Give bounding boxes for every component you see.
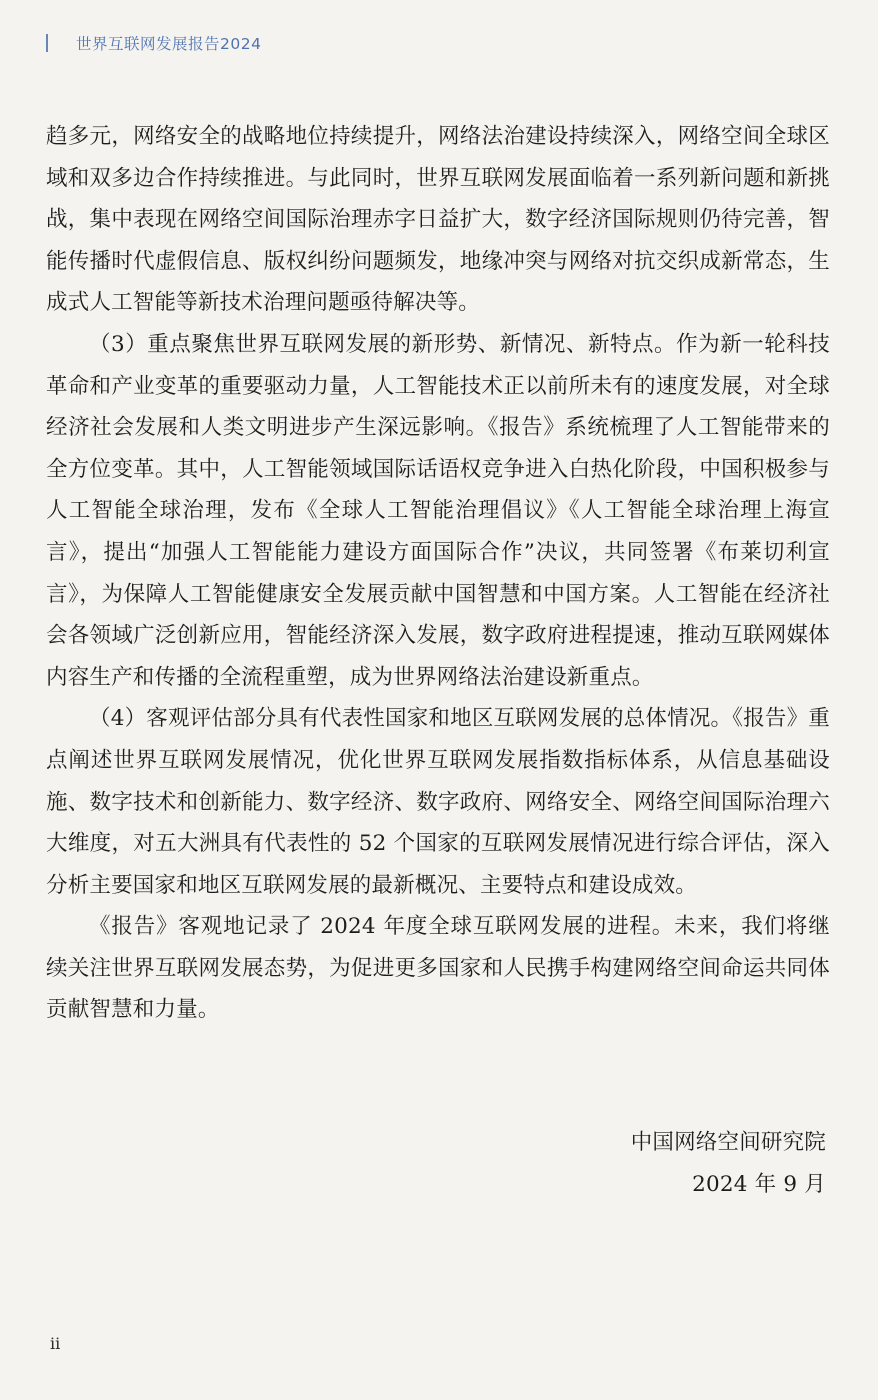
signature-date: 2024 年 9 月 [692,1172,826,1197]
page-number: ii [50,1334,61,1353]
body-text [46,116,830,1031]
paragraph-closing: 《报告》客观地记录了 2024 年度全球互联网发展的进程。未来，我们将继续关注世界互联网发展态势，为促进更多国家和人民携手构建网络空间命运共同体贡献智慧和力量。 [46,914,830,1023]
header-divider [46,34,48,52]
paragraph-point-4: （4）客观评估部分具有代表性国家和地区互联网发展的总体情况。《报告》重点阐述世界互联网发展情况，优化世界互联网发展指数指标体系，从信息基础设施、数字技术和创新能力、数字经济、数字政府、网络安全、网络空间国际治理六大维度，对五大洲具有代表性的 52 个国家的互联网发展情况进行综合评估，深入分析主要国家和地区互联网发展的最新概况、主要特点和建设成效。 [46,706,830,898]
signature-block [631,1122,826,1206]
header-title: 世界互联网发展报告2024 [76,35,262,53]
signature-organization: 中国网络空间研究院 [630,1130,826,1155]
running-header [46,30,261,56]
paragraph-continued: 趋多元，网络安全的战略地位持续提升，网络法治建设持续深入，网络空间全球区域和双多边合作持续推进。与此同时，世界互联网发展面临着一系列新问题和新挑战，集中表现在网络空间国际治理赤字日益扩大，数字经济国际规则仍待完善，智能传播时代虚假信息、版权纠纷问题频发，地缘冲突与网络对抗交织成新常态，生成式人工智能等新技术治理问题亟待解决等。 [46,124,830,316]
paragraph-point-3: （3）重点聚焦世界互联网发展的新形势、新情况、新特点。作为新一轮科技革命和产业变革的重要驱动力量，人工智能技术正以前所未有的速度发展，对全球经济社会发展和人类文明进步产生深远影响。《报告》系统梳理了人工智能带来的全方位变革。其中，人工智能领域国际话语权竞争进入白热化阶段，中国积极参与人工智能全球治理，发布《全球人工智能治理倡议》《人工智能全球治理上海宣言》，提出“加强人工智能能力建设方面国际合作”决议，共同签署《布莱切利宣言》，为保障人工智能健康安全发展贡献中国智慧和中国方案。人工智能在经济社会各领域广泛创新应用，智能经济深入发展，数字政府进程提速，推动互联网媒体内容生产和传播的全流程重塑，成为世界网络法治建设新重点。 [46,331,830,690]
